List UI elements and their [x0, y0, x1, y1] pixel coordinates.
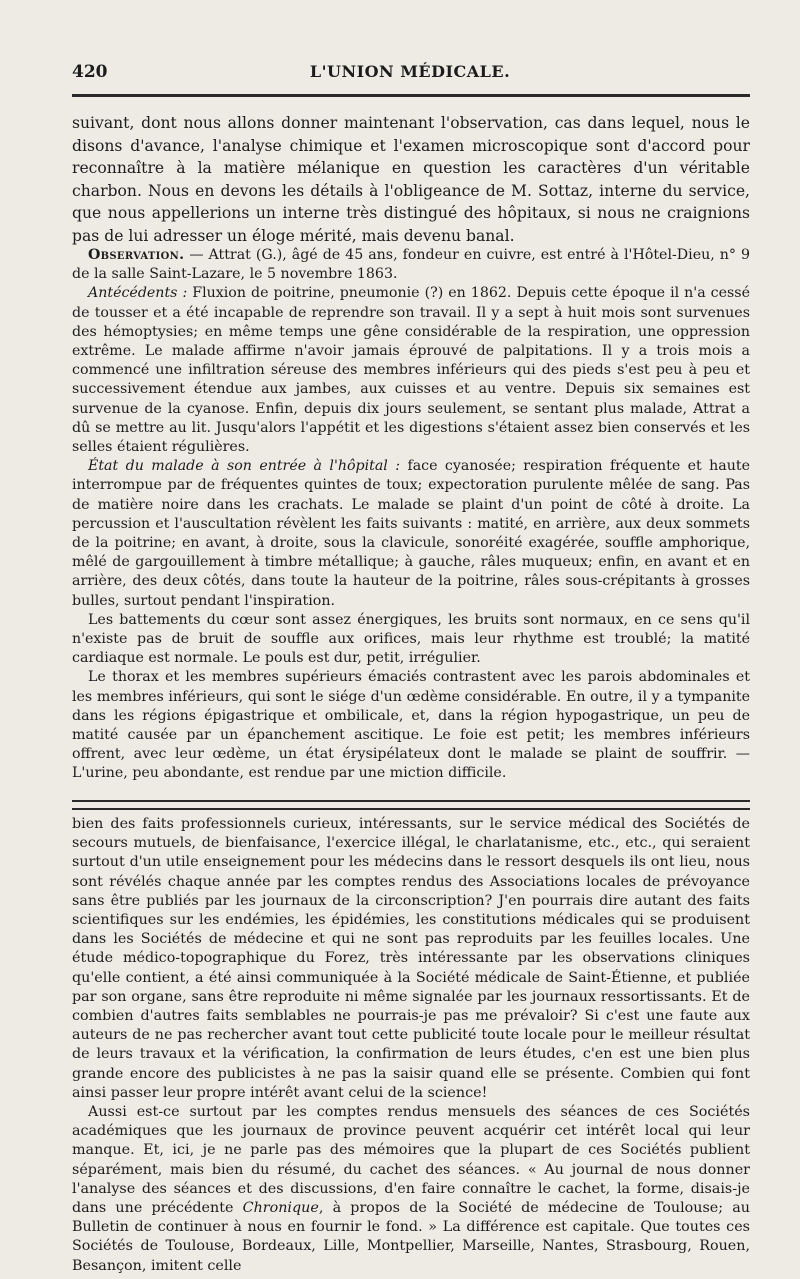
observation-section — [72, 246, 750, 784]
antecedents-text: Fluxion de poitrine, pneumonie (?) en 1862. Depuis cette époque il n'a cessé de tousser et a été incapable de reprendre son travail. Il y a sept à huit mois sont survenues des hémoptysies; en même temps une gêne considérable de la respiration, une oppression extrême. Le malade affirme n'avoir jamais éprouvé de palpitations. Il y a trois mois a commencé une infiltration séreuse des membres inférieurs qui des pieds s'est peu à peu et successivement étendue aux jambes, aux cuisses et au ventre. Depuis six semaines est survenue de la cyanose. Enfin, depuis dix jours seulement, se sentant plus malade, Attrat a dû se mettre au lit. Jusqu'alors l'appétit et les digestions s'étaient assez bien conservés et les selles étaient régulières. — [72, 285, 750, 456]
feuilleton-text-a: Aussi est-ce surtout par les comptes rendus mensuels des séances de ces Sociétés académiques que les journaux de province peuvent acquérir cet intérêt local qui leur manque. Et, ici, je ne parle pas des mémoires que la plupart de ces Sociétés publient séparément, mais bien du résumé, du cachet des séances. « Au journal de nous donner l'analyse des séances et des discussions, d'en faire connaître le cachet, la forme, disais-je dans une précédente — [72, 1104, 750, 1217]
main-article — [72, 112, 750, 248]
observation-label: Observation. — [88, 247, 185, 263]
antecedents-label: Antécédents : — [88, 285, 188, 302]
feuilleton-section — [72, 815, 750, 1276]
observation-paragraph — [72, 246, 750, 284]
intro-paragraph: suivant, dont nous allons donner maintenant l'observation, cas dans lequel, nous le disons d'avance, l'analyse chimique et l'examen microscopique sont d'accord pour reconnaître à la matière mélanique en question les caractères d'un véritable charbon. Nous en devons les détails à l'obligeance de M. Sottaz, interne du service, que nous appellerions un interne très distingué des hôpitaux, si nous ne craignions pas de lui adresser un éloge mérité, mais devenu banal. — [72, 114, 750, 245]
feuilleton-paragraph-2 — [72, 1103, 750, 1276]
header-rule — [72, 94, 750, 97]
etat-paragraph — [72, 457, 750, 611]
feuilleton-text-b: , à propos de la Société de médecine de Toulouse; au Bulletin de continuer à nous en fournir le fond. » La différence est capitale. Que toutes ces Sociétés de Toulouse, Bordeaux, Lille, Montpellier, Marseille, Nantes, Strasbourg, Rouen, Besançon, imitent celle — [72, 1200, 750, 1274]
antecedents-paragraph — [72, 284, 750, 457]
page-number: 420 — [72, 62, 108, 82]
observation-text: — Attrat (G.), âgé de 45 ans, fondeur en cuivre, est entré à l'Hôtel-Dieu, n° 9 de la salle Saint-Lazare, le 5 novembre 1863. — [72, 247, 750, 283]
feuilleton-divider — [72, 800, 750, 810]
battements-paragraph: Les battements du cœur sont assez énergiques, les bruits sont normaux, en ce sens qu'il n'existe pas de bruit de souffle aux orifices, mais leur rhythme est troublé; la matité cardiaque est normale. Le pouls est dur, petit, irrégulier. — [72, 611, 750, 667]
page-header — [72, 62, 748, 86]
feuilleton-paragraph-1: bien des faits professionnels curieux, intéressants, sur le service médical des Sociétés de secours mutuels, de bienfaisance, l'exercice illégal, le charlatanisme, etc., etc., qui seraient surtout d'un utile enseignement pour les médecins dans le ressort desquels ils ont lieu, nous sont révélés chaque année par les comptes rendus des Associations locales de prévoyance sans être publiés par les journaux de la circonscription? J'en pourrais dire autant des faits scientifiques sur les endémies, les épidémies, les constitutions médicales qui se produisent dans les Sociétés de médecine et qui ne sont pas reproduits par les feuilles locales. Une étude médico-topographique du Forez, très intéressante par les observations cliniques qu'elle contient, a été ainsi communiquée à la Société médicale de Saint-Étienne, et publiée par son organe, sans être reproduite ni même signalée par les journaux ressortissants. Et de combien d'autres faits semblables ne pourrais-je pas me prévaloir? Si c'est une faute aux auteurs de ne pas rechercher avant tout cette publicité toute locale pour le meilleur résultat de leurs travaux et la vérification, la confirmation de leurs études, c'en est une bien plus grande encore des publicistes à ne pas la saisir quand elle se présente. Combien qui font ainsi passer leur propre intérêt avant celui de la science! — [72, 816, 750, 1101]
thorax-paragraph: Le thorax et les membres supérieurs émaciés contrastent avec les parois abdominales et les membres inférieurs, qui sont le siége d'un œdème considérable. En outre, il y a tympanite dans les régions épigastrique et ombilicale, et, dans la région hypogastrique, un peu de matité causée par un épanchement ascitique. Le foie est petit; les membres inférieurs offrent, avec leur œdème, un état érysipélateux dont le malade se plaint de souffrir. — L'urine, peu abondante, est rendue par une miction difficile. — [72, 669, 750, 782]
chronique-title: Chronique — [242, 1200, 319, 1217]
etat-text: face cyanosée; respiration fréquente et haute interrompue par de fréquentes quintes de toux; expectoration purulente mêlée de sang. Pas de matière noire dans les crachats. Le malade se plaint d'un point de côté à droite. La percussion et l'auscultation révèlent les faits suivants : matité, en arrière, aux deux sommets de la poitrine; en avant, à droite, sous la clavicule, sonoréité exagérée, souffle amphorique, mêlé de gargouillement à timbre métallique; à gauche, râles muqueux; enfin, en avant et en arrière, des deux côtés, dans toute la hauteur de la poitrine, râles sous-crépitants à grosses bulles, surtout pendant l'inspiration. — [72, 458, 750, 609]
etat-label: État du malade à son entrée à l'hôpital : — [88, 458, 401, 475]
running-title: L'UNION MÉDICALE. — [309, 62, 511, 81]
